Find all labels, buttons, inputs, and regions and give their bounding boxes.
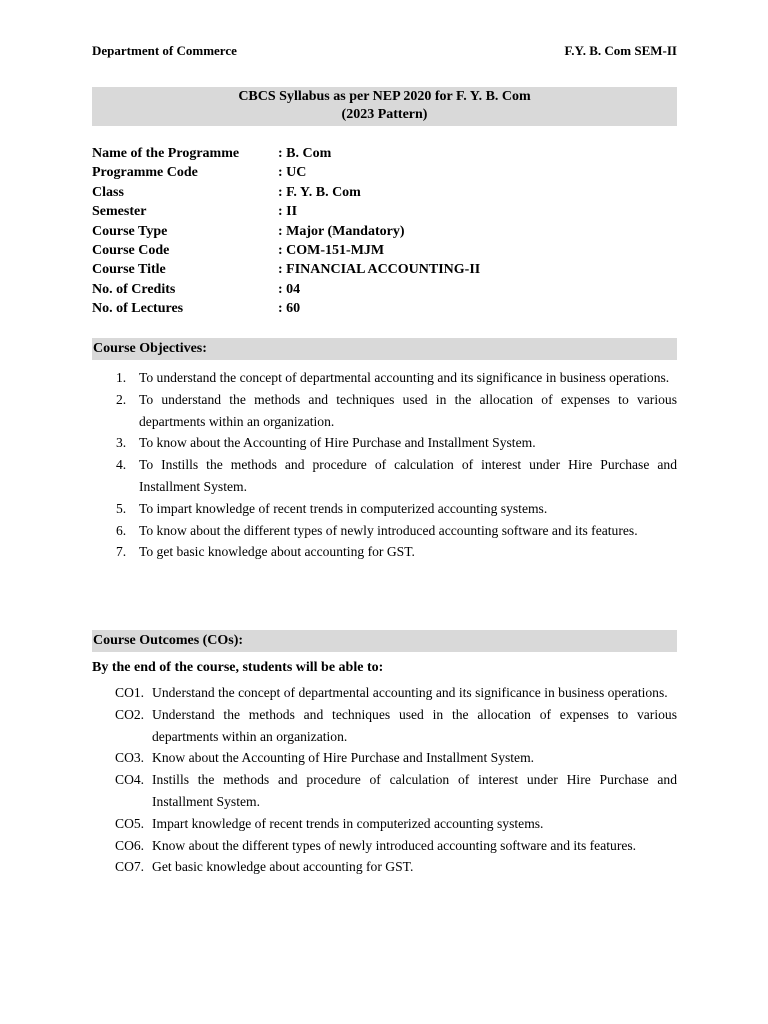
info-row — [92, 144, 677, 163]
item-text: Get basic knowledge about accounting for GST. — [152, 859, 414, 875]
department-name: Department of Commerce — [92, 43, 237, 58]
info-value: : II — [278, 204, 298, 220]
info-value: : 04 — [278, 281, 301, 297]
course-outcomes-list — [92, 682, 677, 878]
info-value: : UC — [278, 165, 307, 181]
info-value: : F. Y. B. Com — [278, 184, 361, 200]
page-header — [92, 43, 677, 61]
item-text: To understand the methods and techniques used in the allocation of expenses to various departments within an organization. — [139, 391, 677, 429]
item-text: To understand the concept of departmental accounting and its significance in business operations. — [139, 370, 670, 385]
course-objectives-heading: Course Objectives: — [92, 338, 677, 360]
item-number: CO5. — [115, 815, 145, 831]
item-text: To know about the Accounting of Hire Purchase and Installment System. — [139, 435, 536, 451]
item-text: To impart knowledge of recent trends in computerized accounting systems. — [139, 500, 548, 516]
item-text: Know about the Accounting of Hire Purchase and Installment System. — [152, 750, 535, 766]
item-text: To Instills the methods and procedure of calculation of interest under Hire Purchase and Installment System. — [139, 457, 677, 494]
info-row — [92, 280, 677, 299]
item-number: 7. — [116, 544, 127, 560]
list-item — [92, 704, 677, 748]
info-value: : COM-151-MJM — [278, 242, 385, 258]
list-item — [92, 856, 677, 878]
list-item — [92, 682, 677, 704]
item-number: 5. — [116, 500, 127, 516]
item-number: CO6. — [115, 837, 145, 853]
info-value: : B. Com — [278, 146, 332, 161]
info-row — [92, 163, 677, 182]
item-text: Instills the methods and procedure of calculation of interest under Hire Purchase and Installment System. — [152, 772, 677, 809]
list-item — [92, 769, 677, 813]
info-value: : Major (Mandatory) — [278, 223, 405, 239]
item-number: 3. — [116, 435, 127, 451]
course-objectives-list — [92, 367, 677, 563]
info-value: : 60 — [278, 301, 301, 317]
list-item — [92, 454, 677, 498]
course-outcomes-intro: By the end of the course, students will be able to: — [92, 660, 384, 675]
info-key: Course Code — [92, 242, 170, 258]
syllabus-pattern: (2023 Pattern) — [341, 107, 428, 122]
item-number: 6. — [116, 522, 127, 538]
item-text: Understand the methods and techniques used in the allocation of expenses to various departments within an organization. — [152, 706, 677, 744]
item-number: CO1. — [115, 685, 145, 700]
info-key: No. of Credits — [92, 281, 176, 297]
item-number: CO2. — [115, 706, 145, 722]
info-key: Semester — [92, 204, 147, 220]
list-item — [92, 498, 677, 520]
item-number: CO4. — [115, 772, 145, 788]
info-row — [92, 299, 677, 318]
programme-info — [92, 144, 677, 319]
item-number: CO7. — [115, 859, 145, 875]
info-key: Name of the Programme — [92, 146, 240, 161]
item-number: CO3. — [115, 750, 145, 766]
list-item — [92, 813, 677, 835]
list-item — [92, 389, 677, 433]
info-row — [92, 183, 677, 202]
item-text: Understand the concept of departmental accounting and its significance in business operations. — [152, 685, 668, 700]
info-row — [92, 241, 677, 260]
item-number: 4. — [116, 457, 127, 473]
class-semester-label: F.Y. B. Com SEM-II — [564, 43, 677, 58]
list-item — [92, 520, 677, 542]
item-number: 1. — [116, 370, 127, 385]
info-key: Class — [92, 184, 124, 200]
info-value: : FINANCIAL ACCOUNTING-II — [278, 262, 481, 278]
list-item — [92, 747, 677, 769]
item-text: Know about the different types of newly introduced accounting software and its features. — [152, 837, 637, 853]
info-row — [92, 202, 677, 221]
info-key: Course Title — [92, 262, 166, 278]
info-row — [92, 260, 677, 279]
info-key: No. of Lectures — [92, 301, 184, 317]
item-text: Impart knowledge of recent trends in computerized accounting systems. — [152, 815, 544, 831]
syllabus-title-box — [92, 87, 677, 126]
info-row — [92, 222, 677, 241]
list-item — [92, 541, 677, 563]
course-outcomes-heading: Course Outcomes (COs): — [92, 630, 677, 652]
item-text: To know about the different types of newly introduced accounting software and its features. — [139, 522, 638, 538]
item-number: 2. — [116, 391, 127, 407]
item-text: To get basic knowledge about accounting for GST. — [139, 544, 415, 560]
info-key: Programme Code — [92, 165, 198, 181]
syllabus-title: CBCS Syllabus as per NEP 2020 for F. Y. B. Com — [238, 89, 531, 104]
list-item — [92, 432, 677, 454]
info-key: Course Type — [92, 223, 168, 239]
list-item — [92, 367, 677, 389]
list-item — [92, 835, 677, 857]
